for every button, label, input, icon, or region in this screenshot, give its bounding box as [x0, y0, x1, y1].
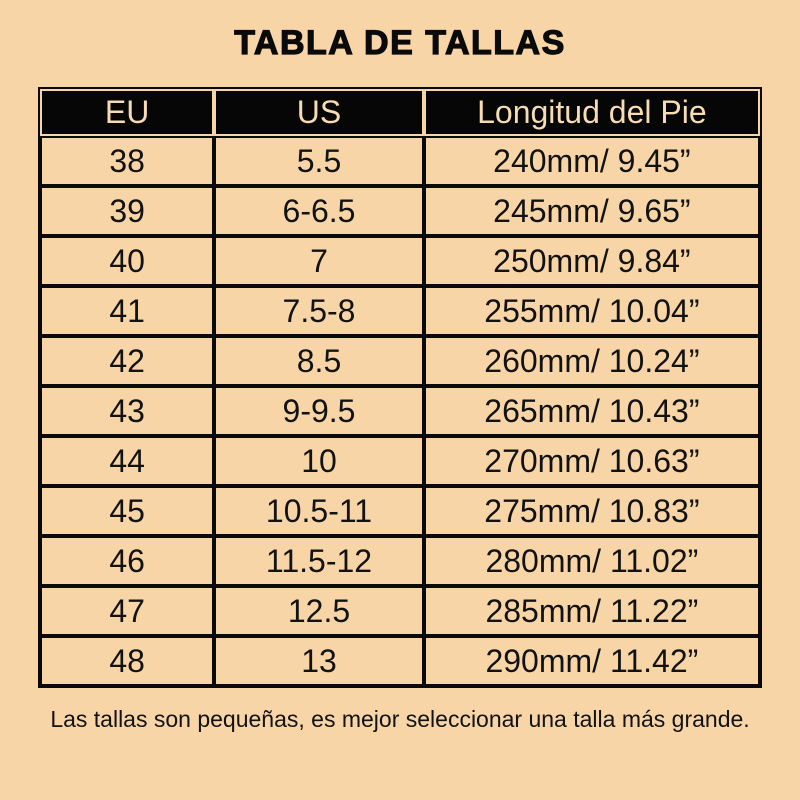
column-header-us: US	[214, 89, 424, 136]
table-row	[40, 186, 760, 236]
table-cell: 47	[40, 586, 214, 636]
table-header-row	[40, 89, 760, 136]
table-cell: 280mm/ 11.02”	[424, 536, 760, 586]
table-row	[40, 236, 760, 286]
table-cell: 41	[40, 286, 214, 336]
table-row	[40, 586, 760, 636]
table-cell: 12.5	[214, 586, 424, 636]
table-row	[40, 336, 760, 386]
table-cell: 46	[40, 536, 214, 586]
table-cell: 255mm/ 10.04”	[424, 286, 760, 336]
table-cell: 6-6.5	[214, 186, 424, 236]
size-chart-table	[38, 87, 762, 688]
table-cell: 40	[40, 236, 214, 286]
table-row	[40, 536, 760, 586]
table-cell: 10.5-11	[214, 486, 424, 536]
table-cell: 8.5	[214, 336, 424, 386]
table-cell: 43	[40, 386, 214, 436]
table-cell: 44	[40, 436, 214, 486]
table-row	[40, 636, 760, 686]
table-cell: 7.5-8	[214, 286, 424, 336]
table-row	[40, 136, 760, 186]
table-cell: 290mm/ 11.42”	[424, 636, 760, 686]
table-cell: 5.5	[214, 136, 424, 186]
table-cell: 39	[40, 186, 214, 236]
table-cell: 245mm/ 9.65”	[424, 186, 760, 236]
footer-note: Las tallas son pequeñas, es mejor seleccionar una talla más grande.	[50, 706, 750, 732]
table-cell: 265mm/ 10.43”	[424, 386, 760, 436]
table-cell: 45	[40, 486, 214, 536]
table-row	[40, 286, 760, 336]
table-cell: 7	[214, 236, 424, 286]
table-cell: 250mm/ 9.84”	[424, 236, 760, 286]
table-row	[40, 436, 760, 486]
column-header-eu: EU	[40, 89, 214, 136]
table-cell: 38	[40, 136, 214, 186]
table-cell: 270mm/ 10.63”	[424, 436, 760, 486]
table-row	[40, 486, 760, 536]
table-cell: 9-9.5	[214, 386, 424, 436]
table-cell: 42	[40, 336, 214, 386]
table-cell: 11.5-12	[214, 536, 424, 586]
table-row	[40, 386, 760, 436]
table-cell: 13	[214, 636, 424, 686]
table-cell: 240mm/ 9.45”	[424, 136, 760, 186]
table-cell: 285mm/ 11.22”	[424, 586, 760, 636]
table-cell: 275mm/ 10.83”	[424, 486, 760, 536]
column-header-longitud-del-pie: Longitud del Pie	[424, 89, 760, 136]
page-title: TABLA DE TALLAS	[234, 24, 566, 62]
table-cell: 10	[214, 436, 424, 486]
table-cell: 48	[40, 636, 214, 686]
table-cell: 260mm/ 10.24”	[424, 336, 760, 386]
